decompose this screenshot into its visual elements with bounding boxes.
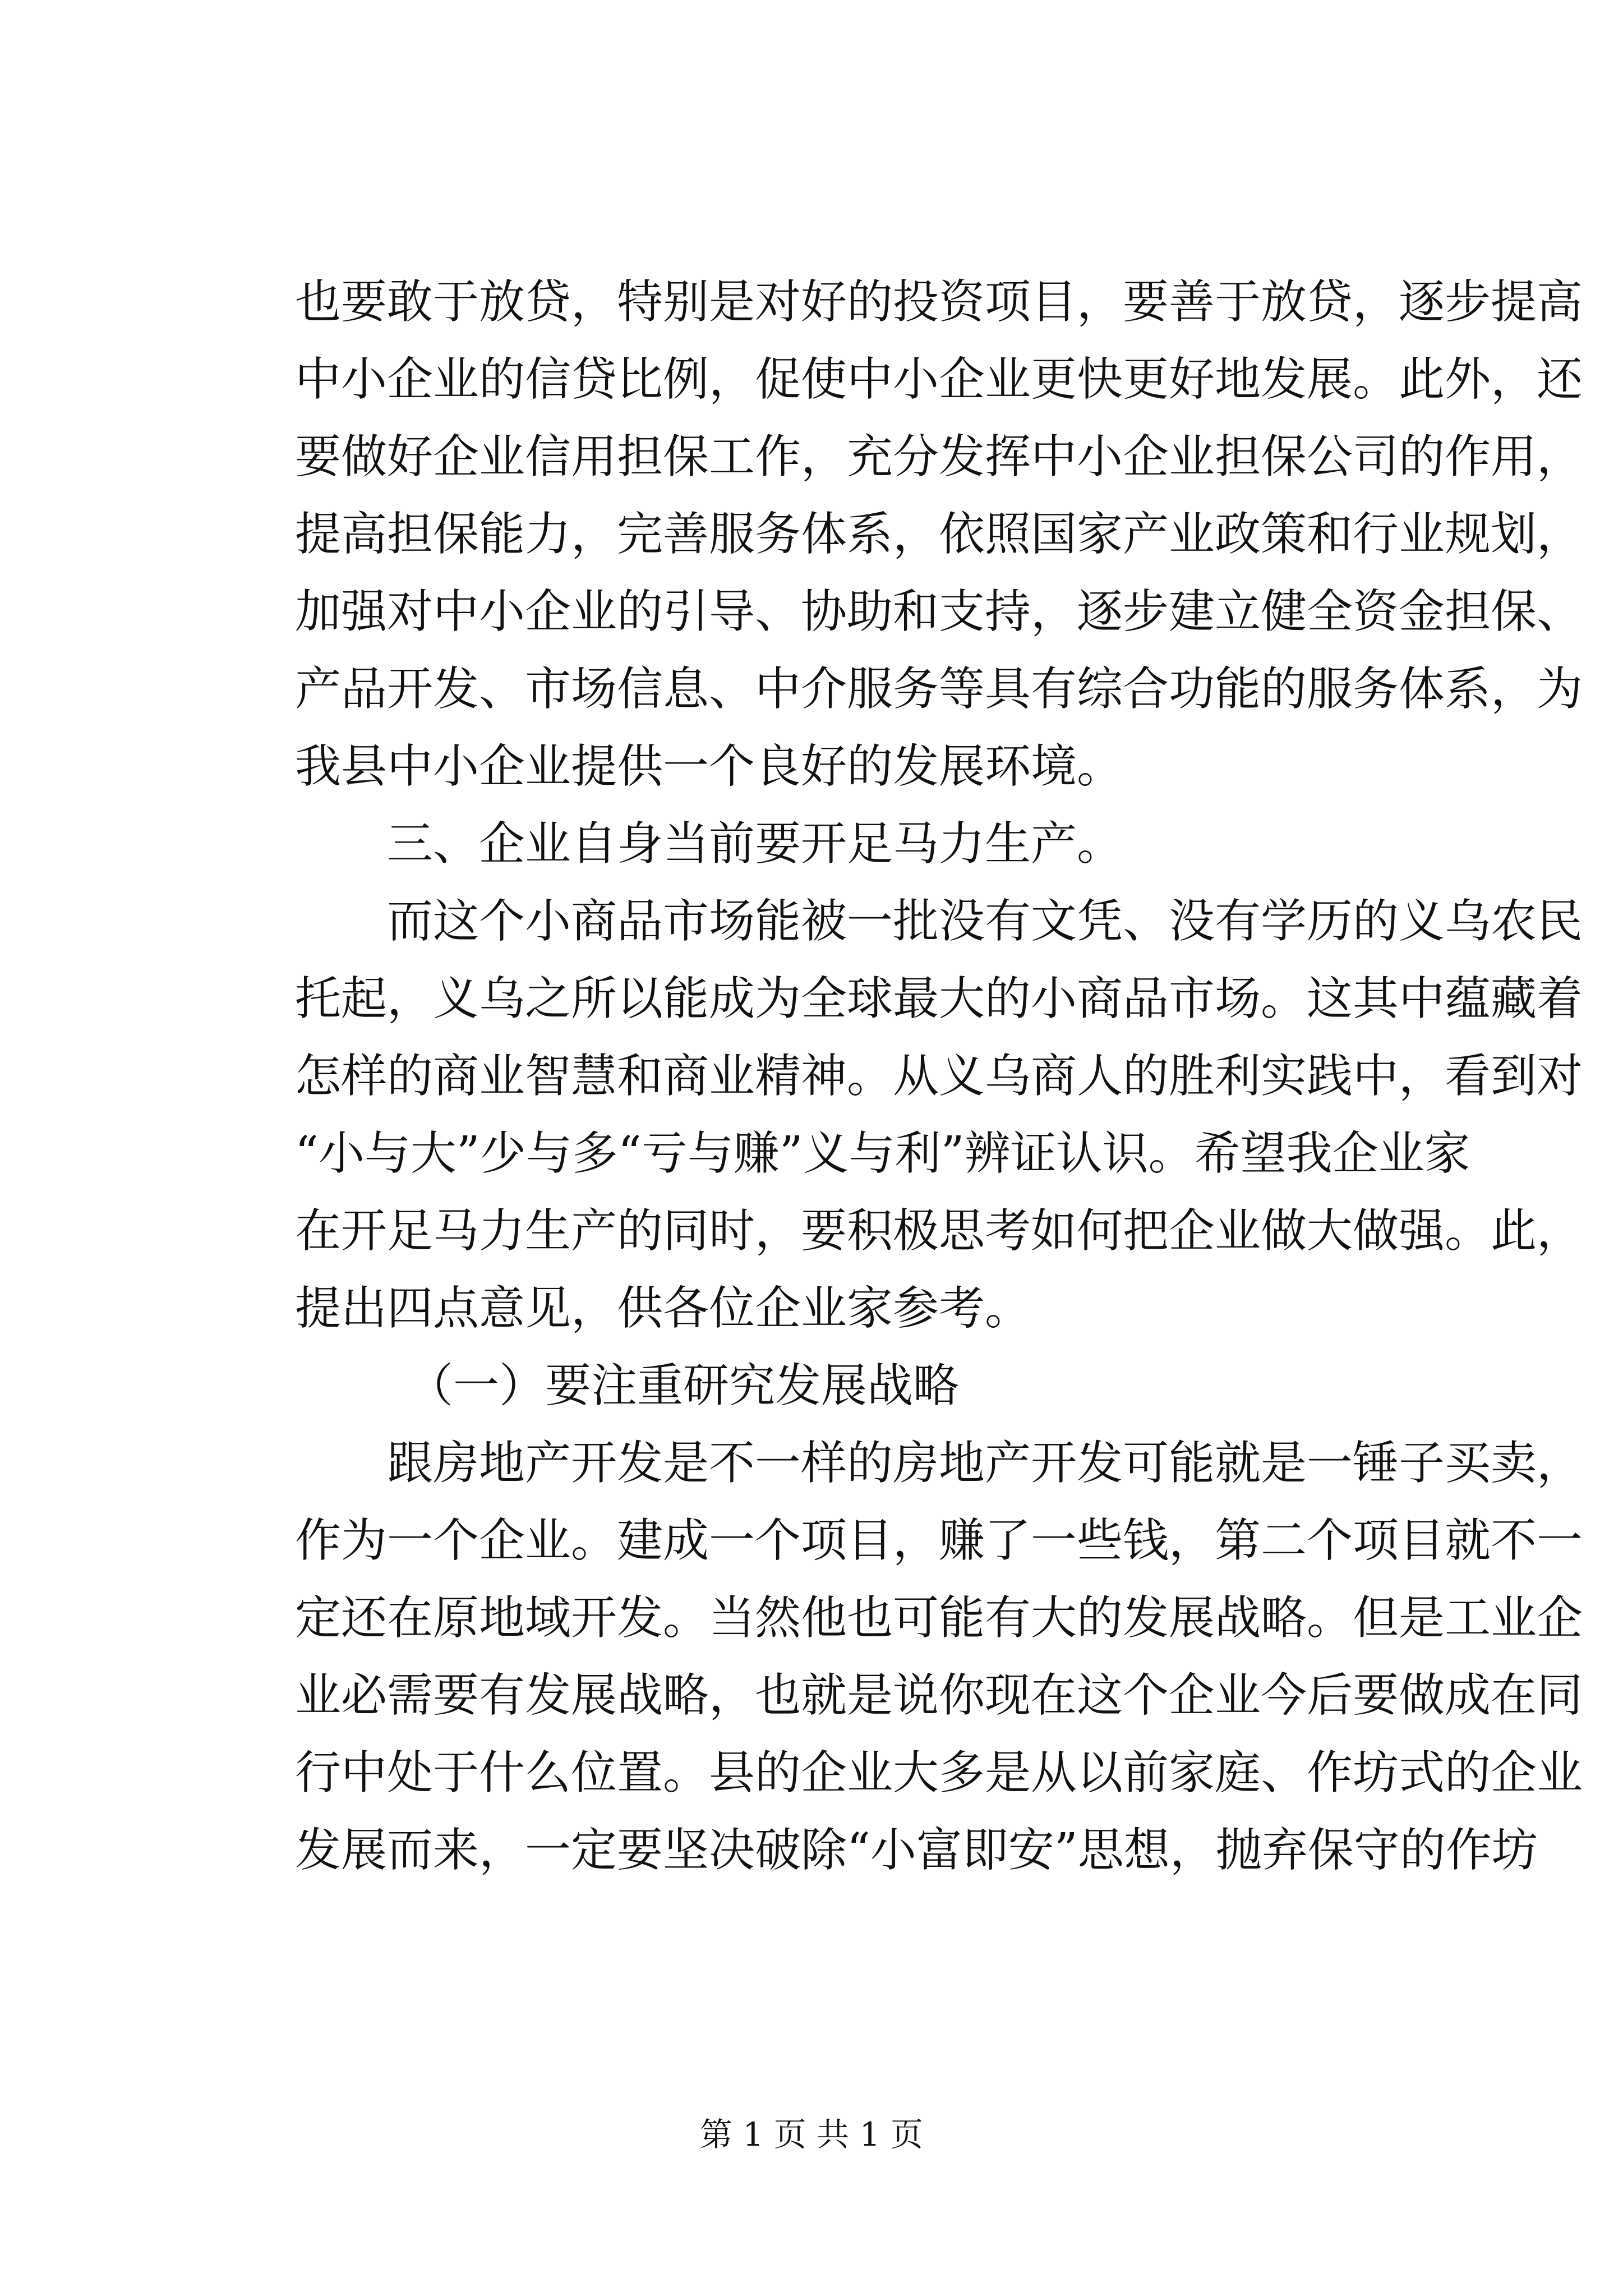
- text-line: 提出四点意见，供各位企业家参考。: [295, 1282, 1031, 1335]
- text-line: 而这个小商品市场能被一批没有文凭、没有学历的义乌农民: [387, 895, 1583, 948]
- subsection-heading: （一）要注重研究发展战略: [407, 1359, 960, 1412]
- document-body: [295, 264, 1583, 1889]
- text-line: 提高担保能力，完善服务体系，依照国家产业政策和行业规划，: [295, 508, 1583, 561]
- text-line: 加强对中小企业的引导、协助和支持，逐步建立健全资金担保、: [295, 585, 1583, 638]
- text-line: 也要敢于放贷，特别是对好的投资项目，要善于放贷，逐步提高: [295, 275, 1583, 329]
- text-line: “小与大”少与多“亏与赚”义与利”辨证认识。希望我企业家: [295, 1127, 1470, 1180]
- text-line: 作为一个企业。建成一个项目，赚了一些钱，第二个项目就不一: [295, 1514, 1583, 1567]
- text-line: 在开足马力生产的同时，要积极思考如何把企业做大做强。此，: [295, 1204, 1583, 1258]
- text-line: 怎样的商业智慧和商业精神。从义乌商人的胜利实践中，看到对: [295, 1050, 1583, 1103]
- text-line: 发展而来，一定要坚决破除“小富即安”思想，抛弃保守的作坊: [295, 1824, 1538, 1877]
- text-line: 我县中小企业提供一个良好的发展环境。: [295, 740, 1123, 793]
- text-line: 定还在原地域开发。当然他也可能有大的发展战略。但是工业企: [295, 1591, 1583, 1645]
- text-line: 托起，义乌之所以能成为全球最大的小商品市场。这其中蕴藏着: [295, 972, 1583, 1025]
- text-line: 业必需要有发展战略，也就是说你现在这个企业今后要做成在同: [295, 1669, 1583, 1722]
- section-heading: 三、企业自身当前要开足马力生产。: [387, 817, 1123, 871]
- text-line: 中小企业的信贷比例，促使中小企业更快更好地发展。此外，还: [295, 353, 1583, 406]
- text-line: 跟房地产开发是不一样的房地产开发可能就是一锤子买卖，: [387, 1437, 1583, 1490]
- text-line: 要做好企业信用担保工作，充分发挥中小企业担保公司的作用，: [295, 430, 1583, 484]
- page-footer: 第 1 页 共 1 页: [700, 2115, 923, 2154]
- text-line: 行中处于什么位置。县的企业大多是从以前家庭、作坊式的企业: [295, 1746, 1583, 1800]
- text-line: 产品开发、市场信息、中介服务等具有综合功能的服务体系，为: [295, 662, 1583, 716]
